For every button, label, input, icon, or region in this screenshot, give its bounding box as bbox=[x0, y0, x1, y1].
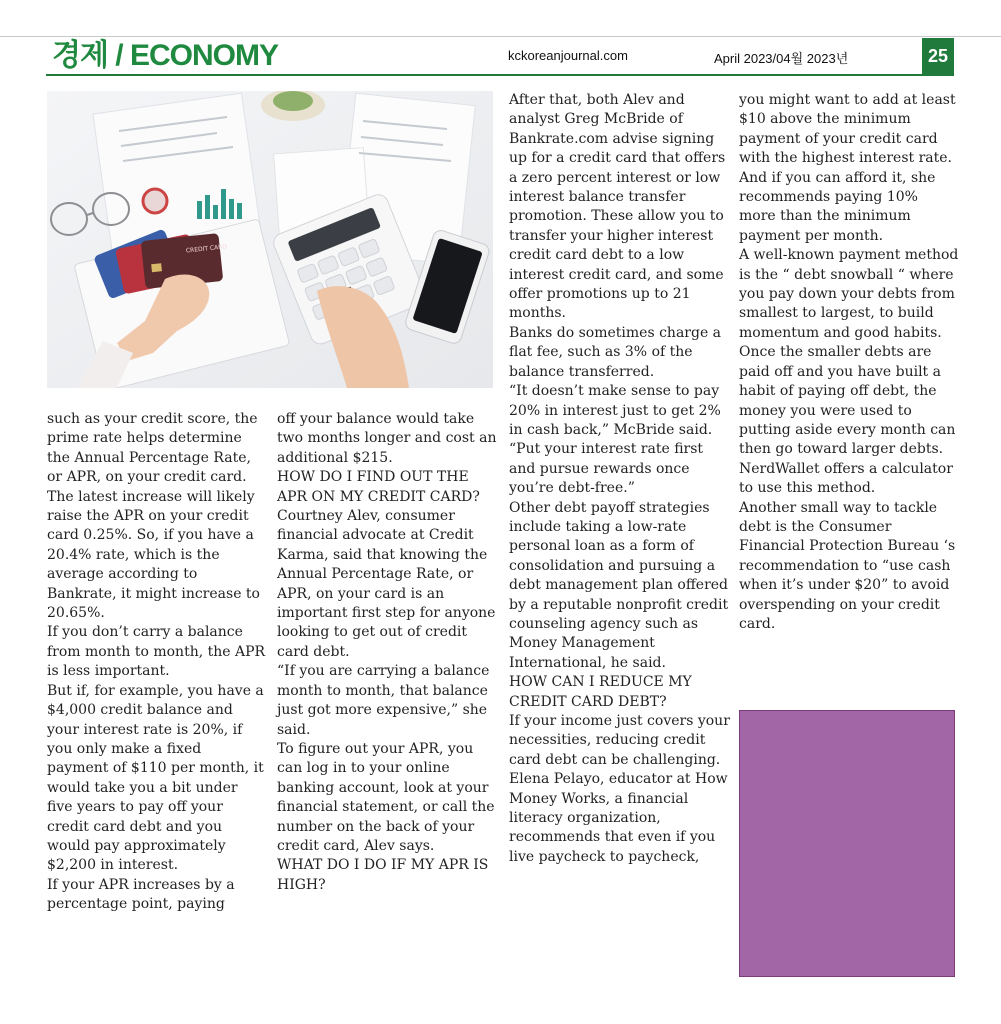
paragraph: But if, for example, you have a $4,000 credit balance and your interest rate is 20%, if you only make a fixed payment of $110 per month, it would take you a bit under five years to pay off your credit card debt and you would pay approximately $2,200 in interest. bbox=[47, 682, 264, 874]
paragraph: Other debt payoff strategies include taking a low-rate personal loan as a form of consolidation and pursuing a debt management plan offered by a reputable nonprofit credit counseling agency such as Money Management International, he said. bbox=[509, 499, 729, 671]
header-rule bbox=[46, 74, 954, 76]
section-title-korean: 경제 / bbox=[52, 39, 130, 72]
paragraph: “It doesn’t make sense to pay 20% in interest just to get 2% in cash back,” McBride said. “Put your interest rate first and pursue rewards once you’re debt-free.” bbox=[509, 383, 721, 497]
credit-card-label: CREDIT CARD bbox=[185, 243, 228, 255]
subheading: HOW DO I FIND OUT THE APR ON MY CREDIT CARD? bbox=[277, 469, 480, 505]
subheading: WHAT DO I DO IF MY APR IS HIGH? bbox=[277, 857, 489, 893]
paper-pie-chart bbox=[143, 189, 167, 213]
advertisement-placeholder bbox=[739, 710, 955, 977]
paragraph: A well-known payment method is the “ debt snowball “ where you pay down your debts from smallest to largest, to build momentum and good habits. Once the smaller debts are paid off and you have built a habit of paying off debt, the money you were used to putting aside every month can then go toward larger debts. NerdWallet offers a calculator to use this method. bbox=[739, 247, 959, 497]
paragraph: After that, both Alev and analyst Greg McBride of Bankrate.com advise signing up for a credit card that offers a zero percent interest or low interest balance transfer promotion. These allow you to transfer your higher interest credit card debt to a low interest credit card, and some offer promotions up to 21 months. bbox=[509, 92, 726, 322]
paragraph: “If you are carrying a balance month to month, that balance just got more expensive,” she said. bbox=[277, 663, 490, 738]
paragraph: such as your credit score, the prime rate helps determine the Annual Percentage Rate, or APR, on your credit card. bbox=[47, 411, 258, 486]
plant-leaves bbox=[273, 91, 313, 111]
paragraph: Another small way to tackle debt is the Consumer Financial Protection Bureau ‘s recommendation to “use cash when it’s under $20” to avoid overspending on your credit card. bbox=[739, 499, 956, 632]
paragraph: The latest increase will likely raise the APR on your credit card 0.25%. So, if you have a 20.4% rate, which is the average according to Bankrate, it might increase to 20.65%. bbox=[47, 488, 260, 622]
paragraph: If you don’t carry a balance from month to month, the APR is less important. bbox=[47, 624, 266, 680]
article-column-1 bbox=[47, 410, 267, 915]
paragraph: To figure out your APR, you can log in to your online banking account, look at your financial statement, or call the number on the back of your credit card, Alev says. bbox=[277, 740, 495, 854]
section-title bbox=[52, 38, 278, 74]
section-title-english: ECONOMY bbox=[129, 39, 278, 72]
issue-date: April 2023/04월 2023년 bbox=[714, 51, 849, 66]
page-number: 25 bbox=[922, 38, 954, 74]
paragraph: off your balance would take two months longer and cost an additional $215. bbox=[277, 411, 497, 466]
article-column-3 bbox=[509, 91, 731, 867]
page-header bbox=[46, 38, 954, 75]
credit-cards-calculator-illustration bbox=[47, 91, 493, 388]
article-column-2 bbox=[277, 410, 499, 895]
paragraph: If your APR increases by a percentage point, paying bbox=[47, 876, 235, 913]
paragraph: you might want to add at least $10 above the minimum payment of your credit card with the highest interest rate. bbox=[739, 92, 956, 167]
paragraph: Banks do sometimes charge a flat fee, such as 3% of the balance transferred. bbox=[509, 324, 722, 380]
paragraph: Courtney Alev, consumer financial advocate at Credit Karma, said that knowing the Annual Percentage Rate, or APR, on your card is an important first step for anyone looking to get out of credit card debt. bbox=[277, 508, 496, 660]
top-border-line bbox=[0, 36, 1001, 37]
article-column-4 bbox=[739, 91, 959, 634]
paragraph: And if you can afford it, she recommends paying 10% more than the minimum payment per month. bbox=[739, 169, 936, 244]
website-url[interactable]: kckoreanjournal.com bbox=[508, 48, 628, 63]
paragraph: If your income just covers your necessities, reducing credit card debt can be challenging. Elena Pelayo, educator at How Money Works, a financial literacy organization, recommends that even if you live paycheck to paycheck, bbox=[509, 713, 730, 865]
article-photo bbox=[47, 91, 493, 388]
subheading: HOW CAN I REDUCE MY CREDIT CARD DEBT? bbox=[509, 674, 692, 710]
